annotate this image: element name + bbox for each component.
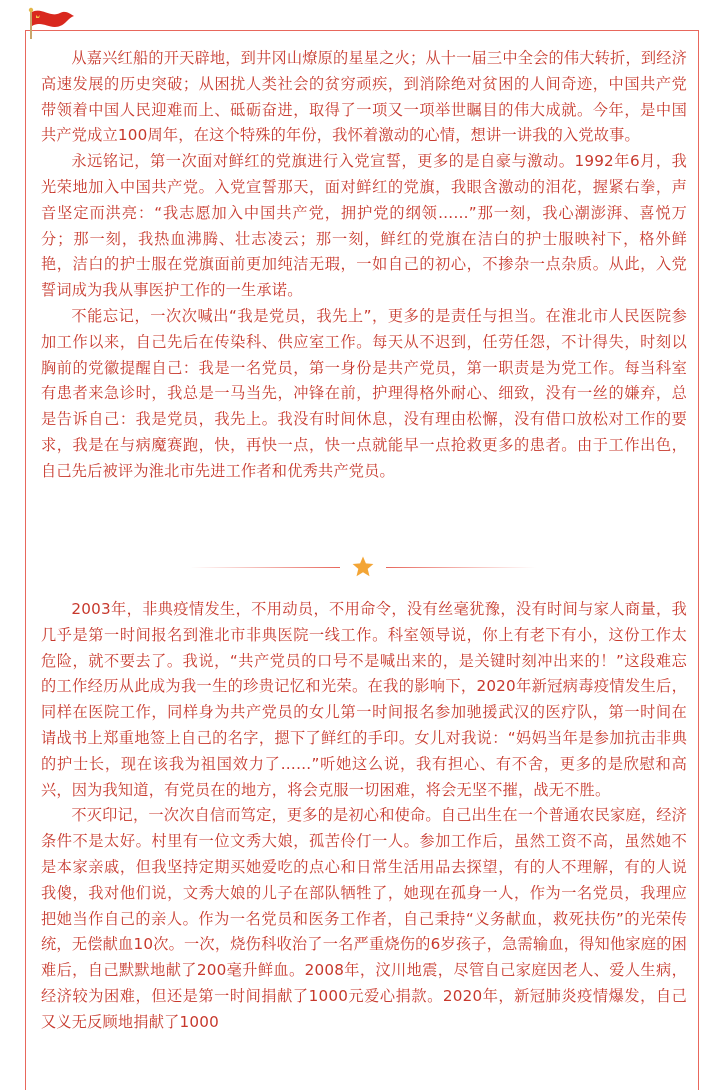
paragraph: 不能忘记，一次次喊出“我是党员，我先上”，更多的是责任与担当。在淮北市人民医院参加工作以来，自己先后在传染科、供应室工作。每天从不迟到，任劳任怨，不计得失，时刻以胸前的党徽提醒自己：我是一名党员，第一身份是共产党员，第一职责是为党工作。每当科室有患者来急诊时，我总是一马当先，冲锋在前，护理得格外耐心、细致，没有一丝的嫌弃，总是告诉自己：我是党员，我先上。我没有时间休息，没有理由松懈，没有借口放松对工作的要求，我是在与病魔赛跑，快，再快一点，快一点就能早一点抢救更多的患者。由于工作出色，自己先后被评为淮北市先进工作者和优秀共产党员。	[41, 306, 687, 480]
divider-line-left	[190, 567, 340, 568]
article-bottom-section	[41, 597, 687, 1036]
paragraph: 永远铭记，第一次面对鲜红的党旗进行入党宣誓，更多的是自豪与激动。1992年6月，我光荣地加入中国共产党。入党宣誓那天，面对鲜红的党旗，我眼含激动的泪花，握紧右拳，声音坚定而洪亮：“我志愿加入中国共产党，拥护党的纲领……”那一刻，我心潮澎湃、喜悦万分；那一刻，我热血沸腾、壮志凌云；那一刻，鲜红的党旗在洁白的护士服映衬下，格外鲜艳，洁白的护士服在党旗面前更加纯洁无瑕，一如自己的初心，不掺杂一点杂质。从此，入党誓词成为我从事医护工作的一生承诺。	[41, 152, 687, 300]
paragraph: 从嘉兴红船的开天辟地，到井冈山燎原的星星之火；从十一届三中全会的伟大转折，到经济高速发展的历史突破；从困扰人类社会的贫穷顽疾，到消除绝对贫困的人间奇迹，中国共产党带领着中国人民迎难而上、砥砺奋进，取得了一项又一项举世瞩目的伟大成就。今年，是中国共产党成立100周年，在这个特殊的年份，我怀着激动的心情，想讲一讲我的入党故事。	[41, 49, 687, 145]
article-top-section	[41, 46, 687, 485]
paragraph: 不灭印记，一次次自信而笃定，更多的是初心和使命。自己出生在一个普通农民家庭，经济条件不是太好。村里有一位文秀大娘，孤苦伶仃一人。参加工作后，虽然工资不高，虽然她不是本家亲戚，但我坚持定期买她爱吃的点心和日常生活用品去探望，有的人不理解，有的人说我傻，我对他们说，文秀大娘的儿子在部队牺牲了，她现在孤身一人，作为一名党员，我理应把她当作自己的亲人。作为一名党员和医务工作者，自己秉持“义务献血，救死扶伤”的光荣传统，无偿献血10次。一次，烧伤科收治了一名严重烧伤的6岁孩子，急需输血，得知他家庭的困难后，自己默默地献了200毫升鲜血。2008年，汶川地震，尽管自己家庭因老人、爱人生病，经济较为困难，但还是第一时间捐献了1000元爱心捐款。2020年，新冠肺炎疫情爆发，自己又义无反顾地捐献了1000	[41, 806, 687, 1031]
divider-line-right	[386, 567, 536, 568]
red-flag-icon	[24, 6, 76, 40]
section-divider	[190, 555, 536, 581]
star-icon	[351, 555, 375, 579]
paragraph: 2003年，非典疫情发生，不用动员，不用命令，没有丝毫犹豫，没有时间与家人商量，我几乎是第一时间报名到淮北市非典医院一线工作。科室领导说，你上有老下有小，这份工作太危险，就不要去了。我说，“共产党员的口号不是喊出来的，是关键时刻冲出来的！”这段难忘的工作经历从此成为我一生的珍贵记忆和光荣。在我的影响下，2020年新冠病毒疫情发生后，同样在医院工作，同样身为共产党员的女儿第一时间报名参加驰援武汉的医疗队，第一时间在请战书上郑重地签上自己的名字，摁下了鲜红的手印。女儿对我说：“妈妈当年是参加抗击非典的护士长，现在该我为祖国效力了……”听她这么说，我有担心、有不舍，更多的是欣慰和高兴，因为我知道，有党员在的地方，将会克服一切困难，将会无坚不摧，战无不胜。	[41, 600, 687, 799]
